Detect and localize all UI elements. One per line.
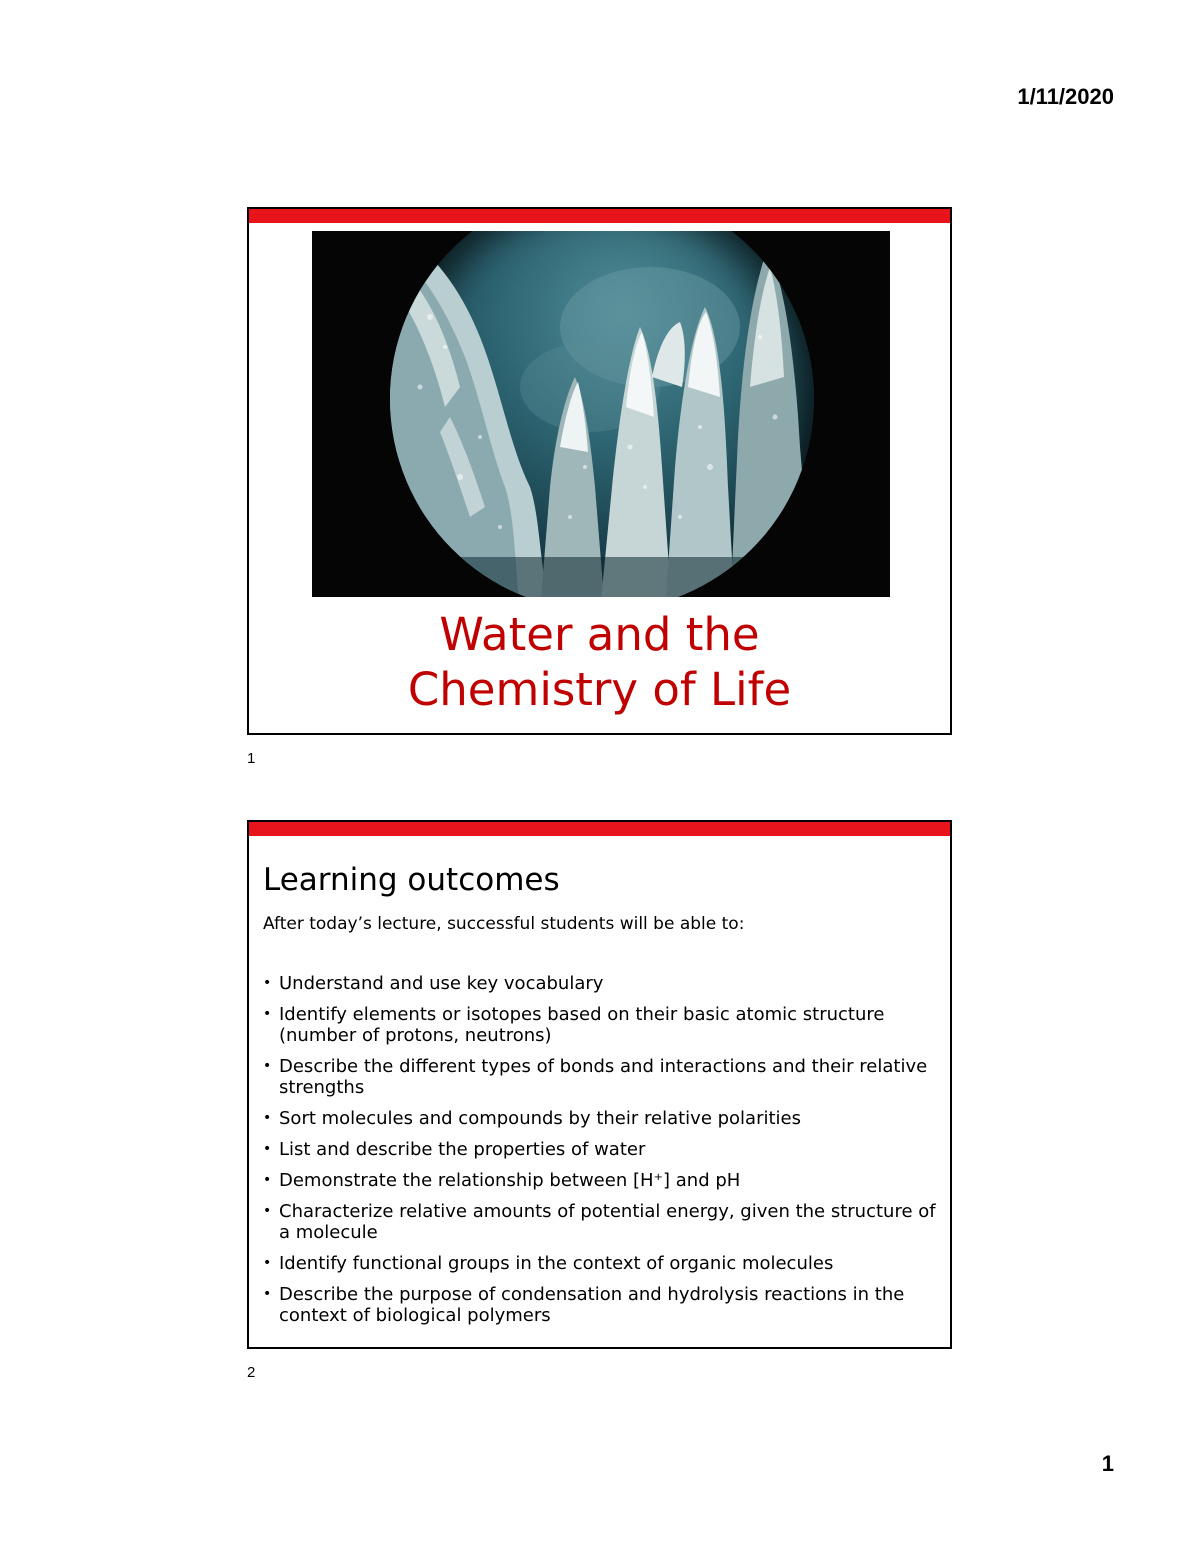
learning-outcomes-list xyxy=(263,973,943,1336)
slide-title xyxy=(249,607,950,717)
porthole-view xyxy=(390,231,814,597)
slide-number-label: 1 xyxy=(247,750,256,767)
slide-accent-bar xyxy=(249,209,950,223)
hydrothermal-vent-photo xyxy=(312,231,890,597)
list-item: • Demonstrate the relationship between [H⁺] and pH xyxy=(263,1170,943,1191)
list-item: • Sort molecules and compounds by their relative polarities xyxy=(263,1108,943,1129)
list-item: • List and describe the properties of water xyxy=(263,1139,943,1160)
slide-title-line-1: Water and the xyxy=(439,608,760,661)
slide-title-line-2: Chemistry of Life xyxy=(407,663,792,716)
slide-intro-text: After today’s lecture, successful students will be able to: xyxy=(263,914,745,934)
slide-1 xyxy=(247,207,952,735)
slide-2 xyxy=(247,820,952,1349)
page-number: 1 xyxy=(1101,1451,1114,1476)
slide-number-label: 2 xyxy=(247,1364,256,1381)
list-item: • Describe the purpose of condensation and hydrolysis reactions in the context of biological polymers xyxy=(263,1284,943,1326)
list-item: • Describe the different types of bonds and interactions and their relative strengths xyxy=(263,1056,943,1098)
list-item: • Characterize relative amounts of potential energy, given the structure of a molecule xyxy=(263,1201,943,1243)
slide-heading: Learning outcomes xyxy=(263,862,560,898)
slide-accent-bar xyxy=(249,822,950,836)
page-date: 1/11/2020 xyxy=(1017,84,1114,109)
list-item: • Identify functional groups in the context of organic molecules xyxy=(263,1253,943,1274)
list-item: • Understand and use key vocabulary xyxy=(263,973,943,994)
list-item: • Identify elements or isotopes based on their basic atomic structure (number of protons, neutrons) xyxy=(263,1004,943,1046)
